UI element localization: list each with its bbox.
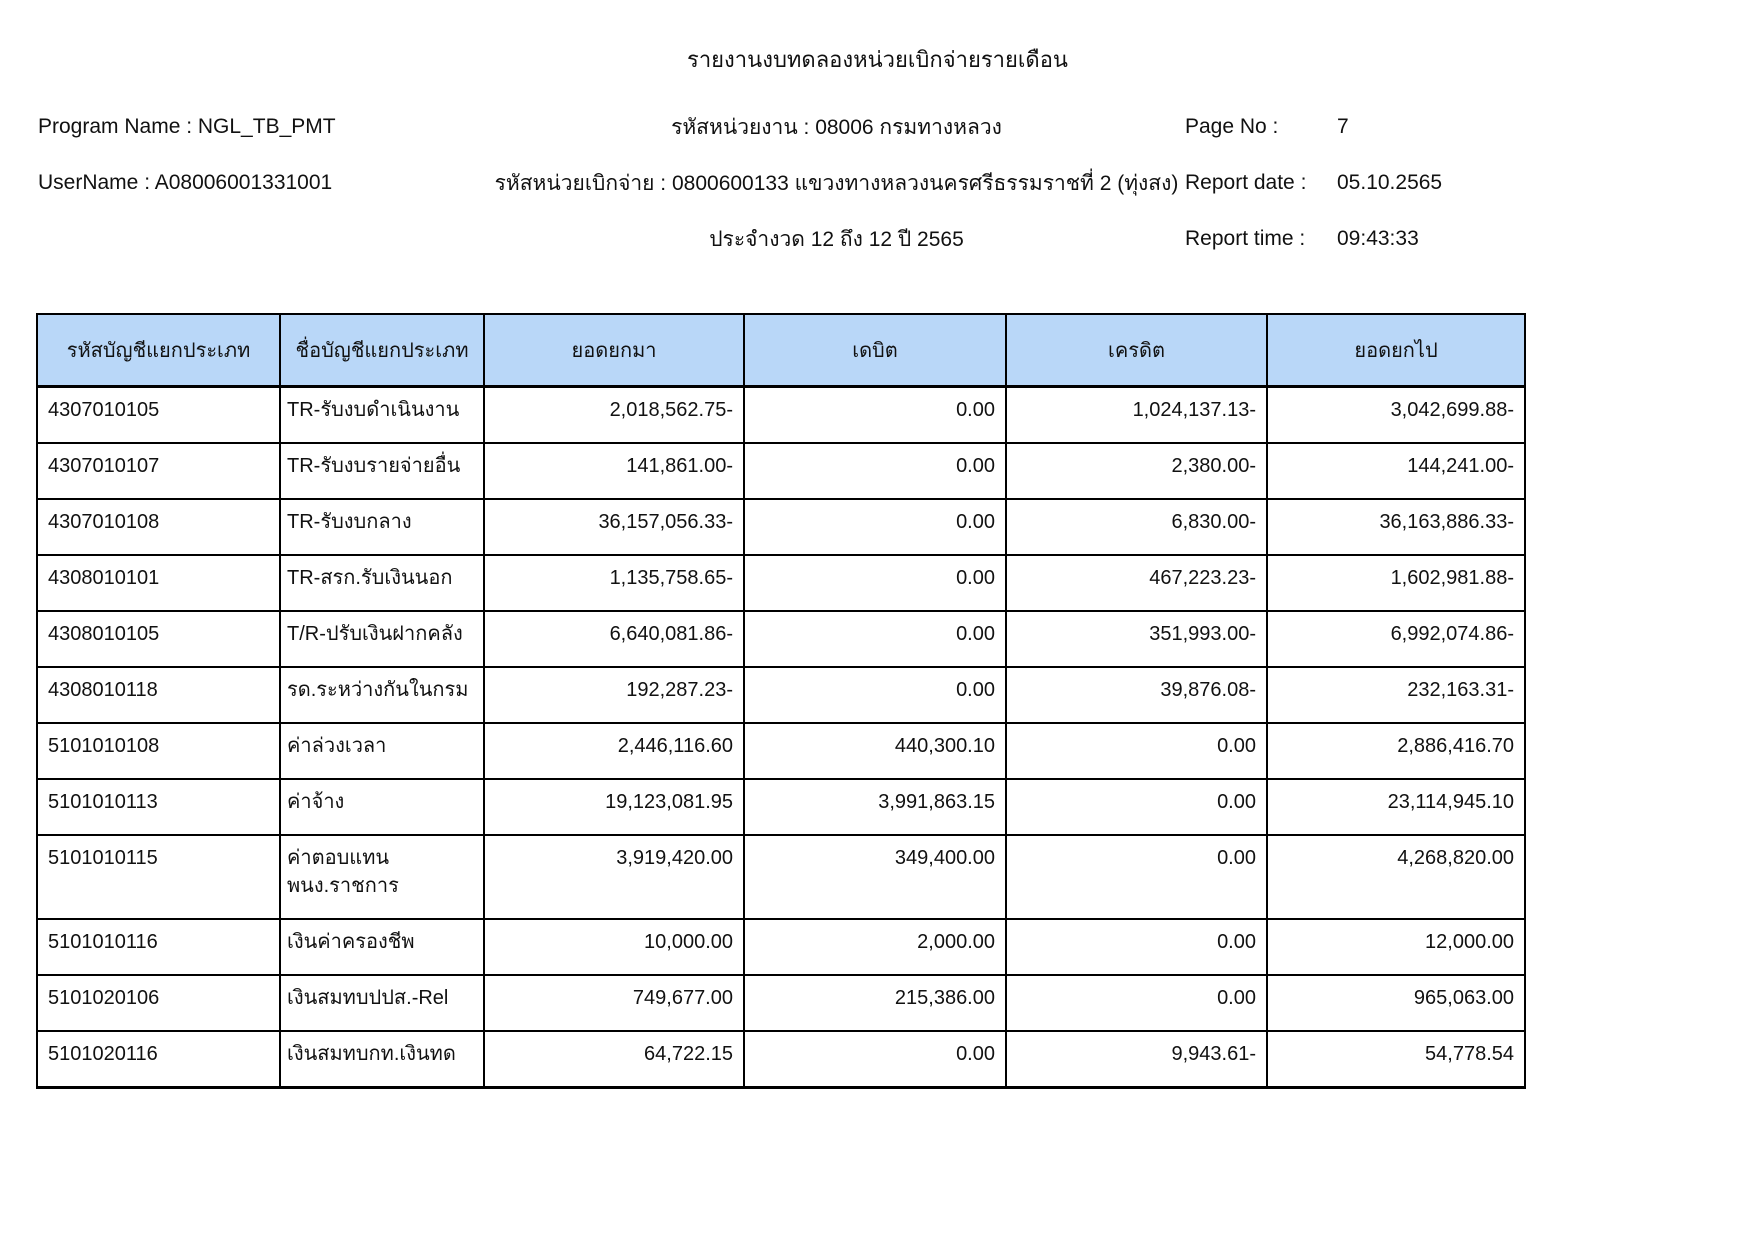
- cell-carried-forward: 4,268,820.00: [1267, 835, 1525, 919]
- cell-brought-forward: 36,157,056.33-: [484, 499, 744, 555]
- table-header: [37, 314, 1525, 386]
- cell-debit: 0.00: [744, 667, 1006, 723]
- table-row: [37, 835, 1525, 919]
- cell-name: T/R-ปรับเงินฝากคลัง: [280, 611, 484, 667]
- meta-row-2: [38, 155, 1717, 211]
- cell-debit: 0.00: [744, 555, 1006, 611]
- cell-name: เงินสมทบกท.เงินทด: [280, 1031, 484, 1088]
- cell-credit: 0.00: [1006, 835, 1267, 919]
- cell-code: 4308010118: [37, 667, 280, 723]
- cell-debit: 0.00: [744, 611, 1006, 667]
- cell-debit: 3,991,863.15: [744, 779, 1006, 835]
- cell-carried-forward: 232,163.31-: [1267, 667, 1525, 723]
- cell-code: 5101020116: [37, 1031, 280, 1088]
- cell-credit: 0.00: [1006, 919, 1267, 975]
- cell-code: 4308010105: [37, 611, 280, 667]
- table-row: [37, 919, 1525, 975]
- table-row: [37, 443, 1525, 499]
- cell-carried-forward: 12,000.00: [1267, 919, 1525, 975]
- report-time-line: [1185, 227, 1717, 251]
- report-meta: [38, 99, 1717, 267]
- cell-name: เงินค่าครองชีพ: [280, 919, 484, 975]
- cell-debit: 0.00: [744, 443, 1006, 499]
- table-header-cell: เดบิต: [744, 314, 1006, 386]
- table-header-row: [37, 314, 1525, 386]
- cell-brought-forward: 141,861.00-: [484, 443, 744, 499]
- table-row: [37, 723, 1525, 779]
- program-name-line: Program Name : NGL_TB_PMT: [38, 115, 336, 138]
- table-header-cell: เครดิต: [1006, 314, 1267, 386]
- cell-name: ค่าจ้าง: [280, 779, 484, 835]
- table-header-cell: ยอดยกไป: [1267, 314, 1525, 386]
- cell-code: 5101010113: [37, 779, 280, 835]
- report-date-line: [1185, 171, 1717, 195]
- cell-brought-forward: 3,919,420.00: [484, 835, 744, 919]
- cell-brought-forward: 192,287.23-: [484, 667, 744, 723]
- cell-carried-forward: 144,241.00-: [1267, 443, 1525, 499]
- table-row: [37, 611, 1525, 667]
- report-date-label: Report date :: [1185, 171, 1307, 194]
- cell-code: 5101010115: [37, 835, 280, 919]
- cell-brought-forward: 6,640,081.86-: [484, 611, 744, 667]
- table-row: [37, 499, 1525, 555]
- cell-carried-forward: 1,602,981.88-: [1267, 555, 1525, 611]
- cell-brought-forward: 2,446,116.60: [484, 723, 744, 779]
- report-title: รายงานงบทดลองหน่วยเบิกจ่ายรายเดือน: [687, 47, 1068, 72]
- cell-credit: 0.00: [1006, 975, 1267, 1031]
- cell-credit: 39,876.08-: [1006, 667, 1267, 723]
- cell-credit: 6,830.00-: [1006, 499, 1267, 555]
- cell-carried-forward: 3,042,699.88-: [1267, 386, 1525, 443]
- cell-carried-forward: 36,163,886.33-: [1267, 499, 1525, 555]
- table-row: [37, 555, 1525, 611]
- cell-debit: 0.00: [744, 386, 1006, 443]
- cell-credit: 1,024,137.13-: [1006, 386, 1267, 443]
- page-no-value: 7: [1337, 115, 1349, 138]
- cell-credit: 351,993.00-: [1006, 611, 1267, 667]
- cell-code: 5101010108: [37, 723, 280, 779]
- cell-code: 5101010116: [37, 919, 280, 975]
- agency-line: รหัสหน่วยงาน : 08006 กรมทางหลวง: [671, 115, 1002, 139]
- cell-brought-forward: 2,018,562.75-: [484, 386, 744, 443]
- cell-brought-forward: 19,123,081.95: [484, 779, 744, 835]
- table-header-cell: ยอดยกมา: [484, 314, 744, 386]
- cell-debit: 349,400.00: [744, 835, 1006, 919]
- cell-name: TR-รับงบดำเนินงาน: [280, 386, 484, 443]
- cell-brought-forward: 10,000.00: [484, 919, 744, 975]
- period-line: ประจำงวด 12 ถึง 12 ปี 2565: [709, 227, 964, 251]
- cell-credit: 9,943.61-: [1006, 1031, 1267, 1088]
- cell-debit: 2,000.00: [744, 919, 1006, 975]
- cell-name: รด.ระหว่างกันในกรม: [280, 667, 484, 723]
- table-row: [37, 667, 1525, 723]
- meta-row-3: [38, 211, 1717, 267]
- table-row: [37, 386, 1525, 443]
- cell-credit: 2,380.00-: [1006, 443, 1267, 499]
- cell-carried-forward: 23,114,945.10: [1267, 779, 1525, 835]
- report-time-label: Report time :: [1185, 227, 1306, 250]
- cell-carried-forward: 965,063.00: [1267, 975, 1525, 1031]
- cell-name: ค่าตอบแทนพนง.ราชการ: [280, 835, 484, 919]
- cell-name: เงินสมทบปปส.-Rel: [280, 975, 484, 1031]
- table-row: [37, 975, 1525, 1031]
- cell-debit: 0.00: [744, 499, 1006, 555]
- cell-credit: 467,223.23-: [1006, 555, 1267, 611]
- cell-brought-forward: 1,135,758.65-: [484, 555, 744, 611]
- cell-debit: 215,386.00: [744, 975, 1006, 1031]
- page-no-label: Page No :: [1185, 115, 1279, 138]
- cell-debit: 440,300.10: [744, 723, 1006, 779]
- user-name-line: UserName : A08006001331001: [38, 171, 333, 194]
- cell-carried-forward: 54,778.54: [1267, 1031, 1525, 1088]
- cell-name: TR-รับงบรายจ่ายอื่น: [280, 443, 484, 499]
- trial-balance-table: [36, 313, 1526, 1089]
- cell-brought-forward: 749,677.00: [484, 975, 744, 1031]
- report-date-value: 05.10.2565: [1337, 171, 1443, 194]
- table-row: [37, 1031, 1525, 1088]
- cell-code: 5101020106: [37, 975, 280, 1031]
- cell-code: 4307010107: [37, 443, 280, 499]
- table-body: [37, 386, 1525, 1087]
- disbursement-unit-line: รหัสหน่วยเบิกจ่าย : 0800600133 แขวงทางหลวงนครศรีธรรมราชที่ 2 (ทุ่งสง): [494, 171, 1179, 195]
- report-time-value: 09:43:33: [1337, 227, 1419, 250]
- table-header-cell: รหัสบัญชีแยกประเภท: [37, 314, 280, 386]
- cell-brought-forward: 64,722.15: [484, 1031, 744, 1088]
- table-row: [37, 779, 1525, 835]
- cell-name: TR-รับงบกลาง: [280, 499, 484, 555]
- cell-carried-forward: 2,886,416.70: [1267, 723, 1525, 779]
- cell-code: 4307010105: [37, 386, 280, 443]
- page-no-line: [1185, 115, 1717, 139]
- cell-name: TR-สรก.รับเงินนอก: [280, 555, 484, 611]
- cell-credit: 0.00: [1006, 723, 1267, 779]
- cell-name: ค่าล่วงเวลา: [280, 723, 484, 779]
- cell-code: 4307010108: [37, 499, 280, 555]
- meta-row-1: [38, 99, 1717, 155]
- table-header-cell: ชื่อบัญชีแยกประเภท: [280, 314, 484, 386]
- cell-credit: 0.00: [1006, 779, 1267, 835]
- cell-debit: 0.00: [744, 1031, 1006, 1088]
- cell-carried-forward: 6,992,074.86-: [1267, 611, 1525, 667]
- cell-code: 4308010101: [37, 555, 280, 611]
